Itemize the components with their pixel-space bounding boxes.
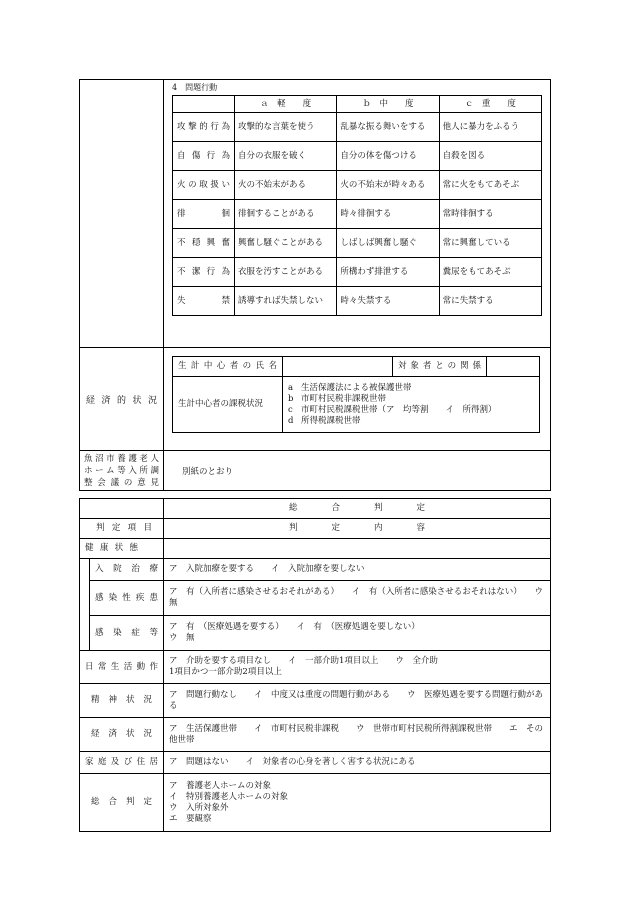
- content-header: 判 定 内 容: [164, 519, 551, 539]
- economic-section: [164, 348, 551, 451]
- cell-moderate: 乱暴な振る舞いをする: [337, 113, 439, 142]
- health-label: 健康状態: [80, 539, 164, 559]
- header-mild: ａ 軽 度: [235, 96, 337, 113]
- cell-mild: 徘徊することがある: [235, 200, 337, 229]
- row-content: ア 生活保護世帯 イ 市町村民税非課税 ウ 世帯市町村民税所得割課税世帯 エ その他世帯: [164, 718, 551, 752]
- tax-option: a 生活保護法による被保護世帯: [288, 382, 412, 393]
- blank-cell: [80, 80, 164, 348]
- overall-judgment-table: [79, 498, 551, 832]
- cell-moderate: 所構わず排泄する: [337, 258, 439, 287]
- row-content: ア 有 （医療処遇を要する） イ 有 （医療処遇を要しない） ウ 無: [164, 616, 551, 651]
- economic-table: [172, 356, 540, 433]
- row-label: 日常生活動作: [80, 651, 164, 684]
- cell-mild: 興奮し騒ぐことがある: [235, 229, 337, 258]
- row-label: 家庭及び住居: [80, 752, 164, 774]
- row-label: 火の取扱い: [173, 171, 235, 200]
- assessment-table: [79, 79, 551, 491]
- tax-option: d 所得税課税世帯: [288, 415, 361, 426]
- cell-moderate: 火の不始末が時々ある: [337, 171, 439, 200]
- row-label: 自傷行為: [173, 142, 235, 171]
- cell-severe: 他人に暴力をふるう: [439, 113, 541, 142]
- header-severe: ｃ 重 度: [439, 96, 541, 113]
- row-label: 攻撃的行為: [173, 113, 235, 142]
- cell-mild: 自分の衣服を破く: [235, 142, 337, 171]
- cell-mild: 誘導すれば失禁しない: [235, 287, 337, 316]
- header-moderate: ｂ 中 度: [337, 96, 439, 113]
- row-label: 感染性疾患: [90, 581, 164, 616]
- relation-field[interactable]: [487, 357, 540, 377]
- cell-severe: 常時徘徊する: [439, 200, 541, 229]
- cell-moderate: しばしば興奮し騒ぐ: [337, 229, 439, 258]
- indent-cell: [80, 581, 90, 616]
- row-content: ア 入院加療を要する イ 入院加療を要しない: [164, 559, 551, 581]
- row-label: 失禁: [173, 287, 235, 316]
- blank-cell: [80, 499, 164, 519]
- cell-mild: 火の不始末がある: [235, 171, 337, 200]
- problem-behavior-section: [164, 80, 551, 348]
- row-label: 不穏興奮: [173, 229, 235, 258]
- cell-severe: 常に興奮している: [439, 229, 541, 258]
- economic-label: 経済的状況: [80, 348, 164, 451]
- householder-name-field[interactable]: [283, 357, 393, 377]
- cell-moderate: 時々失禁する: [337, 287, 439, 316]
- row-content: ア 介助を要する項目なし イ 一部介助1項目以上 ウ 全介助 1項目かつ一部介助2項目以上: [164, 651, 551, 684]
- item-header: 判定項目: [80, 519, 164, 539]
- row-label: 総合判定: [80, 774, 164, 832]
- cell-severe: 常に火をもてあそぶ: [439, 171, 541, 200]
- problem-behavior-table: [172, 95, 542, 316]
- row-label: 徘徊: [173, 200, 235, 229]
- row-label: 経済状況: [80, 718, 164, 752]
- tax-option: b 市町村民税非課税世帯: [288, 393, 387, 404]
- judgment-title: 総 合 判 定: [164, 499, 551, 519]
- row-content: ア 問題行動なし イ 中度又は重度の問題行動がある ウ 医療処遇を要する問題行動がある: [164, 684, 551, 718]
- cell-mild: 攻撃的な言葉を使う: [235, 113, 337, 142]
- row-content: ア 問題はない イ 対象者の心身を著しく害する状況にある: [164, 752, 551, 774]
- health-blank: [164, 539, 551, 559]
- cell-severe: 常に失禁する: [439, 287, 541, 316]
- relation-label: 対象者との関係: [393, 357, 487, 377]
- council-label: 魚沼市養護老人 ホーム等入所調 整会議の意見: [80, 451, 164, 491]
- row-content: ア 養護老人ホームの対象 イ 特別養護老人ホームの対象 ウ 入所対象外 エ 要観察: [164, 774, 551, 832]
- row-label: 不潔行為: [173, 258, 235, 287]
- cell-severe: 自殺を図る: [439, 142, 541, 171]
- row-label: 入院治療: [90, 559, 164, 581]
- council-opinion: 別紙のとおり: [164, 451, 551, 491]
- section-title: 4 問題行動: [172, 83, 218, 92]
- row-label: 精神状況: [80, 684, 164, 718]
- indent-cell: [80, 616, 90, 651]
- cell-severe: 糞尿をもてあそぶ: [439, 258, 541, 287]
- row-label: 感染症等: [90, 616, 164, 651]
- header-empty: [173, 96, 235, 113]
- tax-options: [283, 377, 540, 433]
- cell-moderate: 自分の体を傷つける: [337, 142, 439, 171]
- indent-cell: [80, 559, 90, 581]
- tax-status-label: 生計中心者の課税状況: [173, 377, 283, 433]
- cell-mild: 衣服を汚すことがある: [235, 258, 337, 287]
- tax-option: c 市町村民税課税世帯（ア 均等割 イ 所得割）: [288, 404, 497, 415]
- cell-moderate: 時々徘徊する: [337, 200, 439, 229]
- householder-name-label: 生計中心者の氏名: [173, 357, 283, 377]
- row-content: ア 有（入所者に感染させるおそれがある） イ 有（入所者に感染させるおそれはない） ウ 無: [164, 581, 551, 616]
